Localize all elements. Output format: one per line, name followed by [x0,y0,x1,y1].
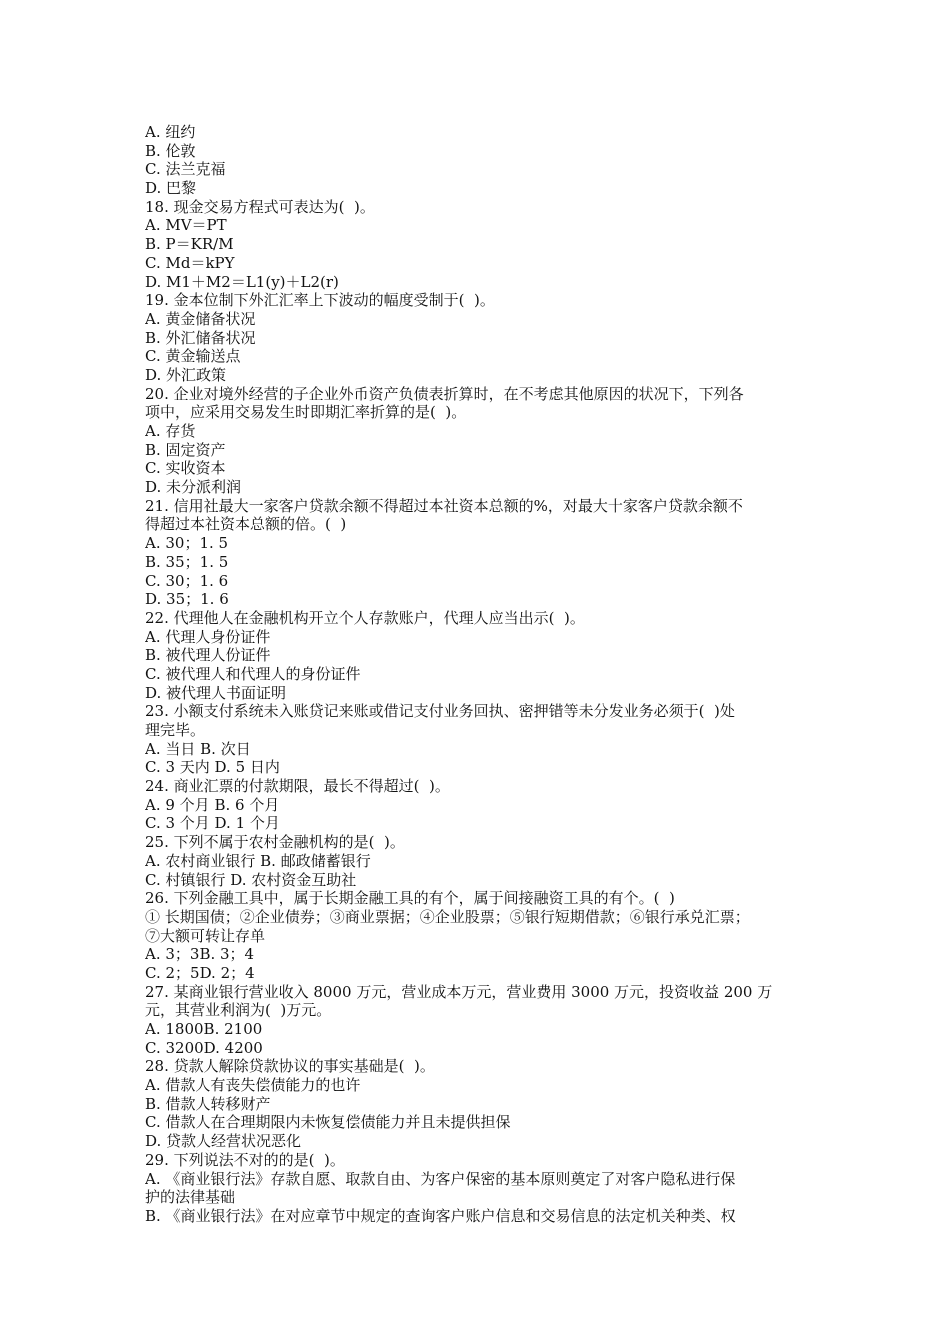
q18-option-a: A. MV＝PT [145,216,227,235]
q20-option-a: A. 存货 [145,422,196,440]
q27-options-cd: C. 3200D. 4200 [145,1038,263,1057]
document-page [145,123,817,1226]
q21-option-d: D. 35；1. 6 [145,590,229,609]
q29-option-b-line-1: B. 《商业银行法》在对应章节中规定的查询客户账户信息和交易信息的法定机关种类、权 [145,1206,736,1225]
question-29: 29. 下列说法不对的的是( )。 [145,1150,345,1169]
q25-options-ab: A. 农村商业银行 B. 邮政储蓄银行 [145,851,371,870]
question-23-line-2: 理完毕。 [145,721,206,739]
q26-options-ab: A. 3；3B. 3；4 [145,945,255,964]
option-d: D. 巴黎 [145,179,197,198]
question-19: 19. 金本位制下外汇汇率上下波动的幅度受制于( )。 [145,291,495,310]
option-a: A. 纽约 [145,123,196,141]
option-b: B. 伦敦 [145,141,196,160]
question-27-line-1: 27. 某商业银行营业收入 8000 万元，营业成本万元，营业费用 3000 万元，投资收益 200 万 [145,982,773,1001]
q24-options-ab: A. 9 个月 B. 6 个月 [145,795,280,814]
question-28: 28. 贷款人解除贷款协议的事实基础是( )。 [145,1057,435,1076]
question-27-line-2: 元，其营业利润为( )万元。 [145,1001,332,1020]
question-20-line-2: 项中，应采用交易发生时即期汇率折算的是( )。 [145,403,467,422]
q29-option-a-line-1: A. 《商业银行法》存款自愿、取款自由、为客户保密的基本原则奠定了对客户隐私进行保 [145,1169,736,1188]
q28-option-b: B. 借款人转移财产 [145,1094,271,1113]
question-22: 22. 代理他人在金融机构开立个人存款账户，代理人应当出示( )。 [145,608,585,627]
q19-option-d: D. 外汇政策 [145,365,227,384]
q28-option-c: C. 借款人在合理期限内未恢复偿债能力并且未提供担保 [145,1113,511,1132]
q22-option-c: C. 被代理人和代理人的身份证件 [145,664,361,683]
q21-option-c: C. 30；1. 6 [145,571,229,590]
q21-option-b: B. 35；1. 5 [145,552,229,571]
q29-option-a-line-2: 护的法律基础 [145,1188,236,1207]
question-25: 25. 下列不属于农村金融机构的是( )。 [145,833,405,852]
q25-options-cd: C. 村镇银行 D. 农村资金互助社 [145,870,357,889]
q18-option-c: C. Md＝kPY [145,253,235,272]
q20-option-b: B. 固定资产 [145,440,226,459]
q26-options-cd: C. 2；5D. 2；4 [145,963,255,982]
q23-options-ab: A. 当日 B. 次日 [145,739,251,758]
q22-option-b: B. 被代理人份证件 [145,646,271,665]
q21-option-a: A. 30；1. 5 [145,534,229,553]
q18-option-d: D. M1＋M2＝L1(y)＋L2(r) [145,272,339,291]
q22-option-d: D. 被代理人书面证明 [145,683,287,702]
q24-options-cd: C. 3 个月 D. 1 个月 [145,814,280,833]
question-20-line-1: 20. 企业对境外经营的子企业外币资产负债表折算时，在不考虑其他原因的状况下，下列各 [145,384,744,403]
question-21-line-1: 21. 信用社最大一家客户贷款余额不得超过本社资本总额的%，对最大十家客户贷款余额不 [145,496,743,515]
q19-option-a: A. 黄金储备状况 [145,309,256,328]
q20-option-c: C. 实收资本 [145,459,226,478]
question-24: 24. 商业汇票的付款期限，最长不得超过( )。 [145,777,450,796]
q19-option-c: C. 黄金输送点 [145,347,241,366]
q26-items-line-1: ① 长期国债；②企业债券；③商业票据；④企业股票；⑤银行短期借款；⑥银行承兑汇票； [145,907,750,926]
q18-option-b: B. P＝KR/M [145,235,234,254]
q22-option-a: A. 代理人身份证件 [145,627,271,646]
q20-option-d: D. 未分派利润 [145,478,242,497]
question-23-line-1: 23. 小额支付系统未入账贷记来账或借记支付业务回执、密押错等未分发业务必须于( )处 [145,702,735,721]
q23-options-cd: C. 3 天内 D. 5 日内 [145,758,280,777]
question-18: 18. 现金交易方程式可表达为( )。 [145,197,375,216]
question-26: 26. 下列金融工具中，属于长期金融工具的有个，属于间接融资工具的有个。( ) [145,889,675,908]
question-21-line-2: 得超过本社资本总额的倍。( ) [145,515,347,534]
q19-option-b: B. 外汇储备状况 [145,328,256,347]
option-c: C. 法兰克福 [145,160,226,179]
q28-option-d: D. 贷款人经营状况恶化 [145,1132,302,1151]
q27-options-ab: A. 1800B. 2100 [145,1020,263,1038]
q28-option-a: A. 借款人有丧失偿债能力的也许 [145,1076,361,1095]
q26-items-line-2: ⑦大额可转让存单 [145,926,266,945]
